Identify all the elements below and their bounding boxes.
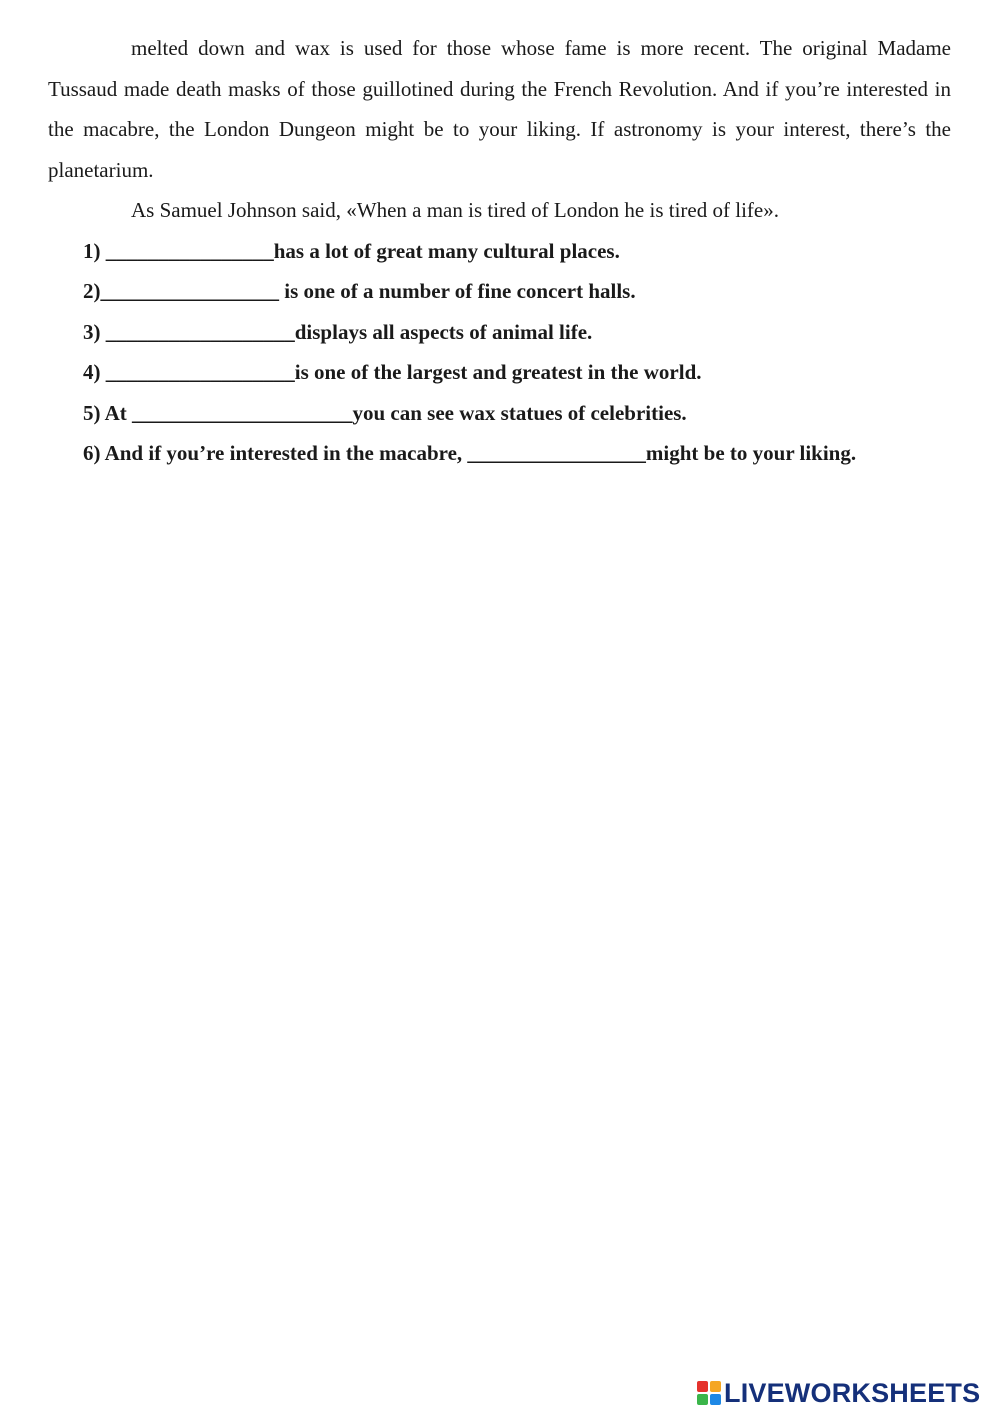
exercise-item-5 — [83, 393, 951, 434]
exercise-item-2 — [83, 271, 951, 312]
logo-mark-icon — [697, 1381, 721, 1405]
exercise-item-3 — [83, 312, 951, 353]
item-prefix: 3) — [83, 319, 106, 344]
answer-blank-5[interactable]: _____________________ — [132, 400, 353, 425]
answer-blank-1[interactable]: ________________ — [105, 238, 274, 263]
exercise-item-1 — [83, 231, 951, 272]
logo-square-green — [697, 1394, 708, 1405]
item-prefix: 6) And if you’re interested in the macabre, — [83, 441, 468, 465]
item-prefix: 1) — [83, 238, 106, 263]
fill-in-exercise — [48, 231, 951, 474]
answer-blank-6[interactable]: _________________ — [467, 441, 646, 465]
item-prefix: 4) — [83, 360, 106, 384]
exercise-item-6 — [83, 433, 951, 474]
liveworksheets-logo[interactable] — [697, 1376, 980, 1410]
worksheet-page — [48, 28, 951, 474]
item-suffix: displays all aspects of animal life. — [294, 319, 593, 344]
logo-square-blue — [710, 1394, 721, 1405]
reading-paragraph-2: As Samuel Johnson said, «When a man is tired of London he is tired of life». — [131, 198, 779, 222]
reading-paragraph-1: melted down and wax is used for those whose fame is more recent. The original Madame Tussaud made death masks of those guillotined during the French Revolution. And if you’re interested in the macabre, the London Dungeon might be to your liking. If astronomy is your interest, there’s the planetarium. — [48, 36, 951, 182]
item-suffix: might be to your liking. — [645, 441, 857, 465]
item-prefix: 5) At — [83, 400, 132, 425]
item-suffix: has a lot of great many cultural places. — [273, 238, 620, 263]
item-prefix: 2) — [83, 279, 101, 303]
logo-square-orange — [710, 1381, 721, 1392]
item-suffix: is one of a number of fine concert halls. — [279, 279, 636, 303]
logo-text: LIVEWORKSHEETS — [724, 1377, 981, 1408]
answer-blank-4[interactable]: __________________ — [105, 360, 295, 384]
item-suffix: is one of the largest and greatest in the world. — [294, 360, 702, 384]
answer-blank-3[interactable]: __________________ — [105, 319, 295, 344]
item-suffix: you can see wax statues of celebrities. — [352, 400, 687, 425]
logo-square-red — [697, 1381, 708, 1392]
answer-blank-2[interactable]: _________________ — [100, 279, 279, 303]
exercise-item-4 — [83, 352, 951, 393]
